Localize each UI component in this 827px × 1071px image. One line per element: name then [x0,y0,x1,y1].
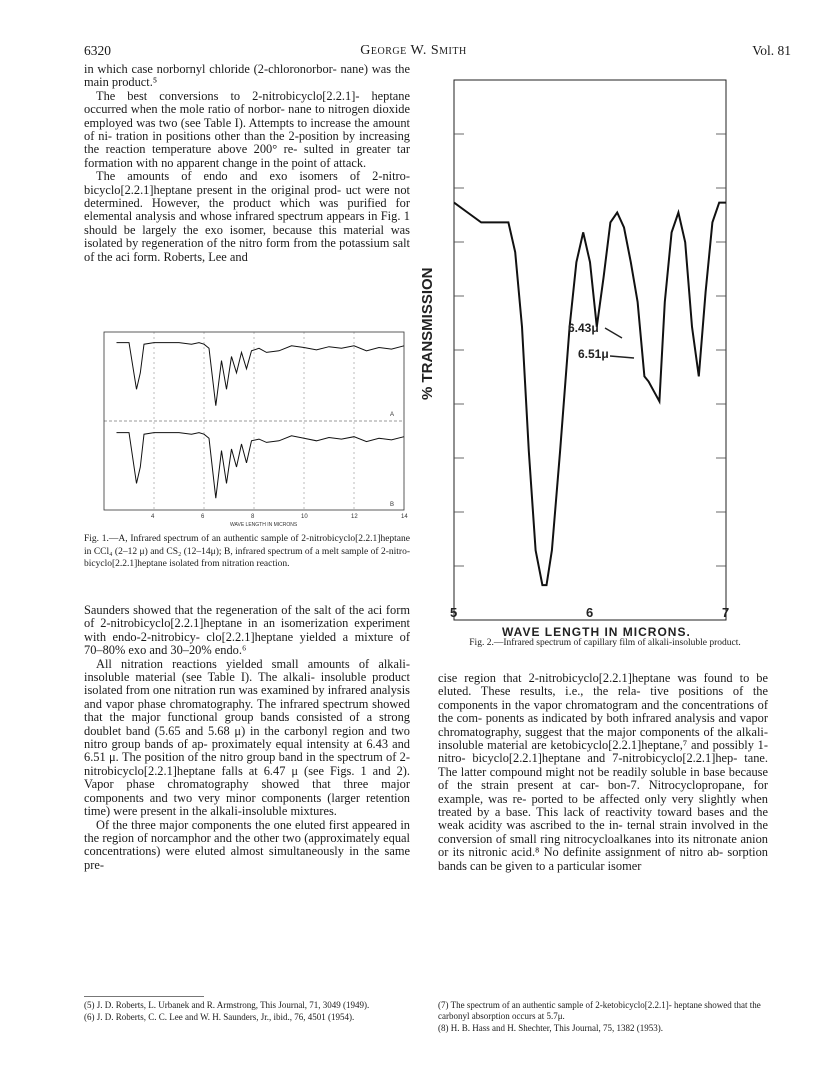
fig2-tick-label: 5 [450,605,458,620]
fig1-panel-a-label: A [390,412,395,418]
paragraph: cise region that 2-nitrobicyclo[2.2.1]heptane was found to be eluted. These results, i.e., the rela- tive positions of the components in the vapor chromatogram and the concentrations of the com- ponents as indicated by both infrared analysis and vapor chromatography, suggest that the major components of the alkali-insoluble material are ketobicyclo[2.2.1]heptane,⁷ and possibly 1-nitro- bicyclo[2.2.1]heptane and 7-nitrobicyclo[2.2.1]hep- tane. The latter compound might not be readily soluble in base because of the strain present at car- bon-7. Nitrocyclopropane, for example, was re- ported to be affected only very slightly when treated by a base. This lack of reactivity toward bases and the weak acidity was ascribed to the in- ternal strain involved in the conversion of small ring nitrocycloalkanes into its nitronate anion or its nitronic acid.⁸ No definite assignment of nitro ab- sorption bands can be given to a particular isomer [438,671,768,873]
figure-1 [100,330,412,530]
annotation-651-arrow [610,356,634,358]
left-column-top [84,63,410,264]
figure-1-caption: Fig. 1.—A, Infrared spectrum of an authentic sample of 2-nitrobicyclo[2.2.1]heptane in CCl₄ (2–12 μ) and CS₂ (12–14μ); B, infrared spectrum of a melt sample of 2-nitro- bicyclo[2.2.1]heptane isolated from nitration reaction. [84,534,410,569]
fig2-xlabel: WAVE LENGTH IN MICRONS. [502,625,691,639]
footnote: (7) The spectrum of an authentic sample of 2-ketobicyclo[2.2.1]- heptane showed that the carbonyl absorption occurs at 5.7μ. [438,1000,761,1021]
fig1-series-a [117,343,405,406]
fig2-ylabel: % TRANSMISSION [419,267,436,400]
fig1-tick-label: 14 [401,514,408,520]
right-column [438,672,768,873]
footnote: (8) H. B. Hass and H. Shechter, This Journal, 75, 1382 (1953). [438,1023,663,1033]
footnotes-left [84,1000,410,1024]
running-title: George W. Smith [360,43,467,58]
footnote: (5) J. D. Roberts, L. Urbanek and R. Armstrong, This Journal, 71, 3049 (1949). [84,1000,370,1010]
page-number: 6320 [84,43,111,58]
fig1-tick-label: 10 [301,514,308,520]
fig2-tick-label: 6 [586,605,594,620]
fig1-tick-label: 8 [251,514,255,520]
paragraph: Of the three major components the one eluted first appeared in the region of norcamphor and the other two (approximately equal concentrations) were eluted almost simultaneously in the same pre- [84,817,410,872]
annotation-643: 6.43μ [568,321,599,335]
fig1-tick-label: 12 [351,514,358,520]
fig1-tick-label: 4 [151,514,155,520]
fig1-xlabel: WAVE LENGTH IN MICRONS [230,522,298,528]
fig2-tick-labels [450,605,729,620]
left-column-bottom [84,604,410,872]
paragraph: The amounts of endo and exo isomers of 2-nitro- bicyclo[2.2.1]heptane present in the original prod- uct were not determined. However, the product which was purified for elemental analysis and whose infrared spectrum appears in Fig. 1 should be largely the exo isomer, because this material was isolated by regeneration of the nitro form from the potassium salt of the aci form. Roberts, Lee and [84,169,410,264]
footnotes-right [438,1000,768,1035]
volume-label: Vol. 81 [752,43,791,58]
paragraph: All nitration reactions yielded small amounts of alkali-insoluble material (see Table I). The alkali- insoluble product isolated from one nitration run was examined by infrared analysis and vapor phase chromatography. The infrared spectrum showed that the major functional group bands consisted of a strong doublet band (5.65 and 5.68 μ) in the carbonyl region and two nitro group bands of ap- proximately equal intensity at 6.43 and 6.51 μ. The position of the nitro group band in the spectrum of 2-nitrobicyclo[2.2.1]heptane falls at 6.47 μ (see Figs. 1 and 2). Vapor phase chromatography showed that three major components and two very minor components (larger retention time) were present in the alkali-insoluble mixtures. [84,656,410,819]
footnote: (6) J. D. Roberts, C. C. Lee and W. H. Saunders, Jr., ibid., 76, 4501 (1954). [84,1012,355,1022]
fig2-series [454,203,726,585]
fig1-panel-b-label: B [390,502,395,508]
paragraph: in which case norbornyl chloride (2-chloronorbor- nane) was the main product.⁵ [84,62,410,90]
footnote-divider [84,996,204,997]
annotation-651: 6.51μ [578,347,609,361]
paragraph: The best conversions to 2-nitrobicyclo[2.2.1]- heptane occurred when the mole ratio of norbor- nane to nitrogen dioxide employed was two (see Table I). Attempts to increase the amount of ni- tration in positions other than the 2-position by increasing the reaction temperature above 200° re- sulted in greater tar formation with no apparent change in the point of attack. [84,88,410,170]
figure-2-caption: Fig. 2.—Infrared spectrum of capillary film of alkali-insoluble product. [469,638,741,648]
fig1-series-b [117,433,405,499]
paragraph: Saunders showed that the regeneration of the salt of the aci form of 2-nitrobicyclo[2.2.1]heptane in an isomerization experiment with endo-2-nitrobicy- clo[2.2.1]heptane yielded a mixture of 70–80% exo and 30–20% endo.⁶ [84,603,410,658]
fig1-tick-label: 6 [201,514,205,520]
fig1-tick-labels [151,514,408,520]
figure-2 [410,60,750,640]
fig2-tick-label: 7 [722,605,730,620]
annotation-643-arrow [605,328,622,338]
